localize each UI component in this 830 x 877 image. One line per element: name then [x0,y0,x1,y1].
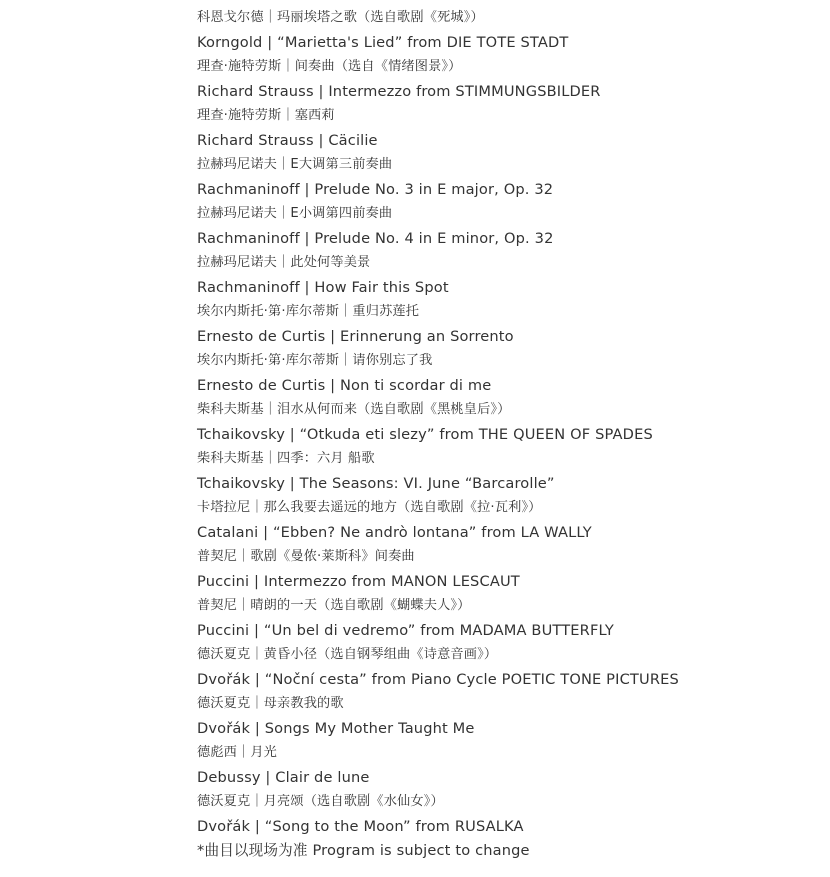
program-item-zh: 德沃夏克｜黄昏小径（选自钢琴组曲《诗意音画》） [197,647,498,662]
program-item-zh: 德沃夏克｜月亮颂（选自歌剧《水仙女》） [197,794,444,809]
program-item-en: Korngold | “Marietta's Lied” from DIE TOTE STADT [197,33,569,51]
program-item-en: Dvořák | “Song to the Moon” from RUSALKA [197,817,524,835]
program-item-zh: 柴科夫斯基｜泪水从何而来（选自歌剧《黑桃皇后》） [197,402,511,417]
program-item-en: Tchaikovsky | The Seasons: VI. June “Barcarolle” [197,474,555,492]
program-item-zh: 埃尔内斯托·第·库尔蒂斯｜重归苏莲托 [197,304,420,319]
program-item-en: Richard Strauss | Cäcilie [197,131,378,149]
program-item-zh: 埃尔内斯托·第·库尔蒂斯｜请你别忘了我 [197,353,433,368]
program-item-en: Dvořák | “Noční cesta” from Piano Cycle POETIC TONE PICTURES [197,670,679,688]
program-item-en: Rachmaninoff | Prelude No. 3 in E major, Op. 32 [197,180,554,198]
program-item-en: Catalani | “Ebben? Ne andrò lontana” from LA WALLY [197,523,592,541]
program-item-en: Dvořák | Songs My Mother Taught Me [197,719,475,737]
program-item-en: Rachmaninoff | How Fair this Spot [197,278,449,296]
program-item-zh: 拉赫玛尼诺夫｜此处何等美景 [197,255,371,270]
program-item-zh: 普契尼｜晴朗的一天（选自歌剧《蝴蝶夫人》） [197,598,471,613]
program-item-zh: 科恩戈尔德｜玛丽埃塔之歌（选自歌剧《死城》） [197,10,484,25]
program-item-en: Richard Strauss | Intermezzo from STIMMUNGSBILDER [197,82,601,100]
program-item-zh: 普契尼｜歌剧《曼侬·莱斯科》间奏曲 [197,549,415,564]
program-item-en: Debussy | Clair de lune [197,768,370,786]
program-item-zh: 理查·施特劳斯｜间奏曲（选自《情绪图景》） [197,59,462,74]
program-item-zh: 德彪西｜月光 [197,745,278,760]
program-list [197,6,817,864]
program-change-note: *曲目以现场为准 Program is subject to change [197,842,530,859]
program-item-en: Ernesto de Curtis | Non ti scordar di me [197,376,492,394]
program-item-en: Puccini | Intermezzo from MANON LESCAUT [197,572,520,590]
program-item-zh: 拉赫玛尼诺夫｜E小调第四前奏曲 [197,206,393,221]
program-item-zh: 卡塔拉尼｜那么我要去遥远的地方（选自歌剧《拉·瓦利》） [197,500,542,515]
program-item-en: Tchaikovsky | “Otkuda eti slezy” from THE QUEEN OF SPADES [197,425,653,443]
program-item-zh: 德沃夏克｜母亲教我的歌 [197,696,344,711]
program-item-zh: 柴科夫斯基｜四季：六月 船歌 [197,451,375,466]
program-item-en: Ernesto de Curtis | Erinnerung an Sorrento [197,327,514,345]
program-item-en: Puccini | “Un bel di vedremo” from MADAMA BUTTERFLY [197,621,614,639]
program-item-zh: 拉赫玛尼诺夫｜E大调第三前奏曲 [197,157,393,172]
program-item-en: Rachmaninoff | Prelude No. 4 in E minor, Op. 32 [197,229,554,247]
program-item-zh: 理查·施特劳斯｜塞西莉 [197,108,335,123]
